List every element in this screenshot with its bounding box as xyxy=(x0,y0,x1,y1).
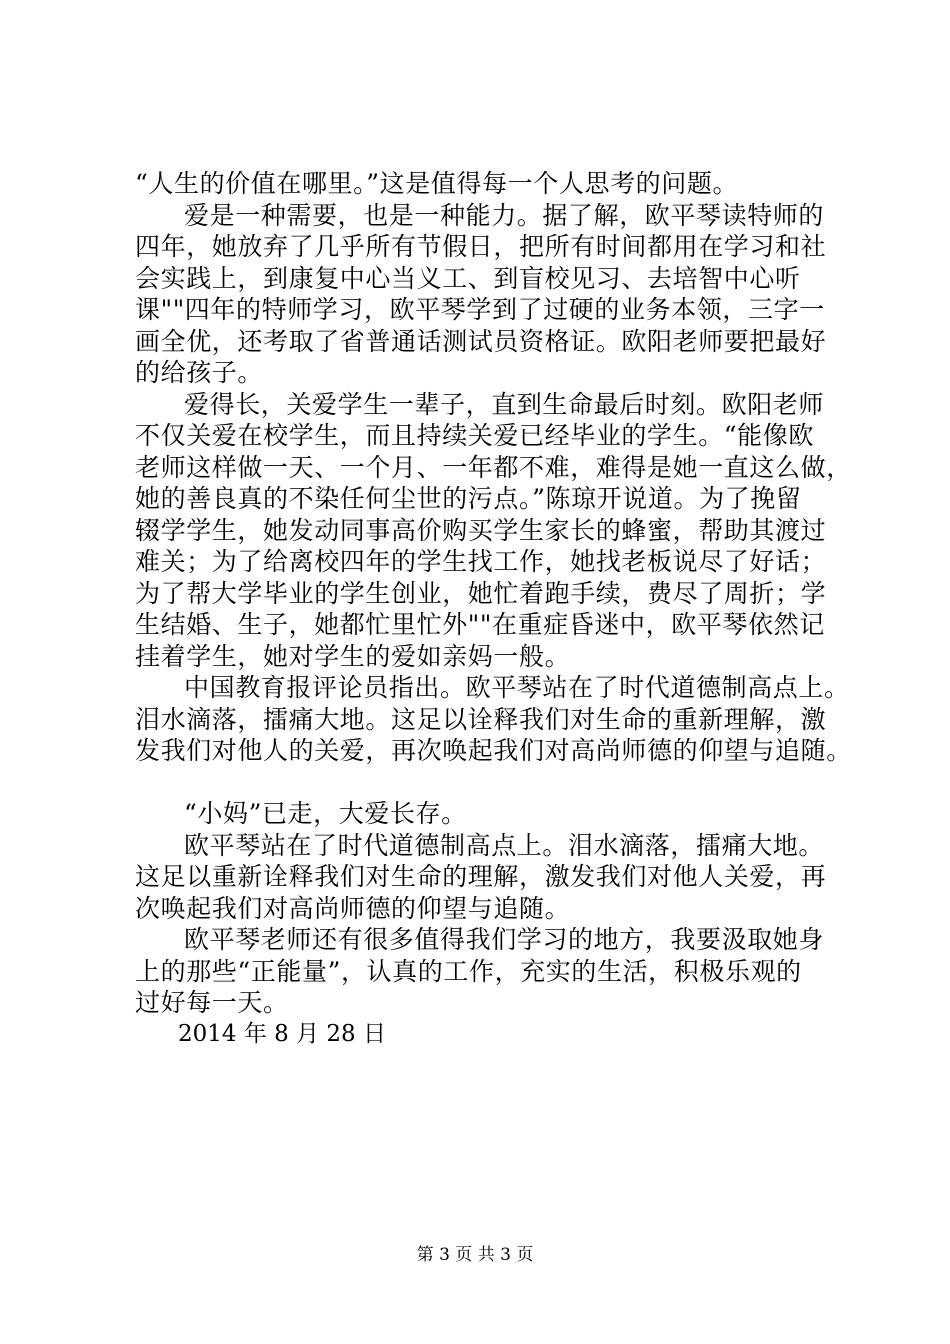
text-line: 过好每一天。 xyxy=(135,988,289,1017)
text-line: 次唤起我们对高尚师德的仰望与追随。 xyxy=(135,893,571,923)
text-line: 不仅关爱在校学生，而且持续关爱已经毕业的学生。“能像欧 xyxy=(135,421,814,450)
text-line: 为了帮大学毕业的学生创业，她忙着跑手续，费尽了周折；学 xyxy=(135,578,827,608)
text-line: 这足以重新诠释我们对生命的理解，激发我们对他人关爱，再 xyxy=(135,862,827,891)
document-body xyxy=(135,168,865,1050)
text-line: 爱得长，关爱学生一辈子，直到生命最后时刻。欧阳老师 xyxy=(184,389,825,419)
text-line: 挂着学生，她对学生的爱如亲妈一般。 xyxy=(135,641,571,671)
text-line: “小妈”已走，大爱长存。 xyxy=(184,799,467,828)
text-line: 四年，她放弃了几乎所有节假日，把所有时间都用在学习和社 xyxy=(135,232,827,261)
text-line: 发我们对他人的关爱，再次唤起我们对高尚师德的仰望与追随。 xyxy=(135,736,852,765)
text-line: 泪水滴落，擂痛大地。这足以诠释我们对生命的重新理解，激 xyxy=(135,704,827,734)
text-line: 课""四年的特师学习，欧平琴学到了过硬的业务本领，三字一 xyxy=(135,295,825,324)
text-line: 欧平琴站在了时代道德制高点上。泪水滴落，擂痛大地。 xyxy=(184,830,825,860)
text-line: 难关；为了给离校四年的学生找工作，她找老板说尽了好话； xyxy=(135,547,827,576)
text-line: “人生的价值在哪里。”这是值得每一个人思考的问题。 xyxy=(135,169,739,198)
text-line: 她的善良真的不染任何尘世的污点。”陈琼开说道。为了挽留 xyxy=(135,484,802,513)
text-line: 的给孩子。 xyxy=(135,358,264,387)
text-line: 欧平琴老师还有很多值得我们学习的地方，我要汲取她身 xyxy=(184,925,825,954)
paragraph-gap xyxy=(135,767,865,799)
text-line: 老师这样做一天、一个月、一年都不难，难得是她一直这么做， xyxy=(135,452,852,482)
text-line: 生结婚、生子，她都忙里忙外""在重症昏迷中，欧平琴依然记 xyxy=(135,610,825,639)
text-line: 爱是一种需要，也是一种能力。据了解，欧平琴读特师的 xyxy=(184,200,825,230)
page-number-footer: 第 3 页 共 3 页 xyxy=(416,1245,534,1265)
text-line: 中国教育报评论员指出。欧平琴站在了时代道德制高点上。 xyxy=(184,673,850,702)
text-line: 画全优，还考取了省普通话测试员资格证。欧阳老师要把最好 xyxy=(135,326,827,356)
text-line: 辍学学生，她发动同事高价购买学生家长的蜂蜜，帮助其渡过 xyxy=(135,515,827,545)
document-date: 2014 年 8 月 28 日 xyxy=(178,1020,386,1047)
text-line: 上的那些“正能量”，认真的工作，充实的生活，积极乐观的 xyxy=(135,956,802,986)
text-line: 会实践上，到康复中心当义工、到盲校见习、去培智中心听 xyxy=(135,263,801,293)
